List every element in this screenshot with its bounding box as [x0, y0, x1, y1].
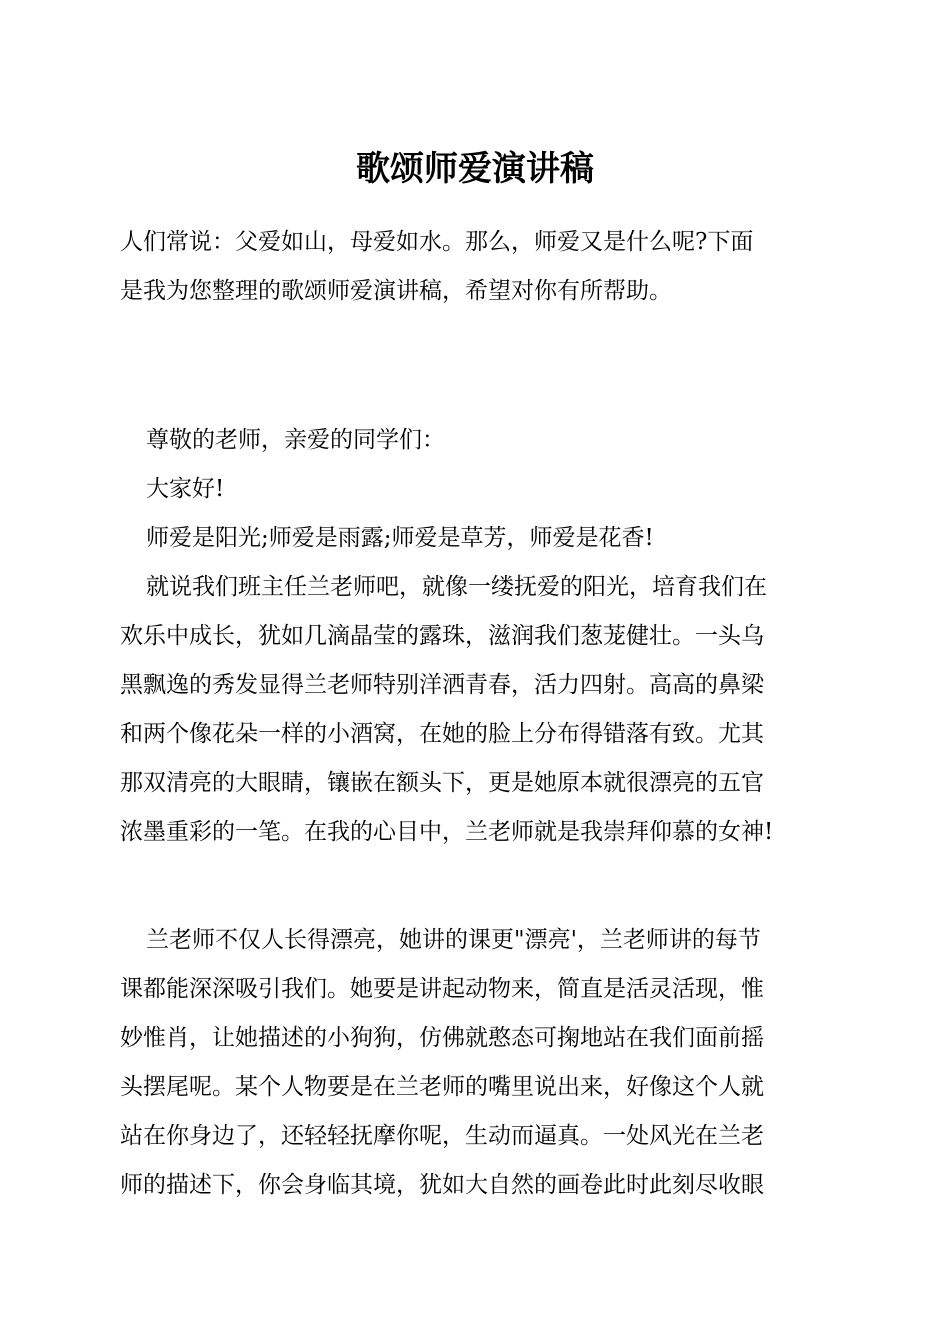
intro-line: 是我为您整理的歌颂师爱演讲稿，希望对你有所帮助。 — [120, 278, 672, 304]
paragraph-line: 站在你身边了，还轻轻抚摩你呢，生动而逼真。一处风光在兰老 — [120, 1123, 764, 1149]
paragraph-line: 欢乐中成长，犹如几滴晶莹的露珠，滋润我们葱茏健壮。一头乌 — [120, 623, 764, 649]
greeting: 大家好! — [146, 476, 225, 502]
paragraph-line: 和两个像花朵一样的小酒窝，在她的脸上分布得错落有致。尤其 — [120, 721, 764, 747]
paragraph-line: 师的描述下，你会身临其境，犹如大自然的画卷此时此刻尽收眼 — [120, 1172, 764, 1198]
intro-paragraph — [120, 218, 835, 316]
paragraph-line: 就说我们班主任兰老师吧，就像一缕抚爱的阳光，培育我们在 — [146, 574, 767, 600]
paragraph-line: 课都能深深吸引我们。她要是讲起动物来，简直是活灵活现，惟 — [120, 976, 764, 1002]
document-title: 歌颂师爱演讲稿 — [356, 149, 594, 189]
paragraph-line: 那双清亮的大眼睛，镶嵌在额头下，更是她原本就很漂亮的五官 — [120, 770, 764, 796]
salutation: 尊敬的老师，亲爱的同学们： — [146, 427, 445, 453]
intro-line: 人们常说：父爱如山，母爱如水。那么，师爱又是什么呢?下面 — [120, 229, 754, 255]
paragraph-line: 头摆尾呢。某个人物要是在兰老师的嘴里说出来，好像这个人就 — [120, 1074, 764, 1100]
speech-body-part-1 — [120, 416, 835, 857]
paragraph-line: 黑飘逸的秀发显得兰老师特别洋洒青春，活力四射。高高的鼻梁 — [120, 672, 764, 698]
paragraph-line: 兰老师不仅人长得漂亮，她讲的课更"漂亮'，兰老师讲的每节 — [146, 927, 761, 953]
paragraph-line: 浓墨重彩的一笔。在我的心目中，兰老师就是我崇拜仰慕的女神! — [120, 819, 774, 845]
paragraph-line: 妙惟肖，让她描述的小狗狗，仿佛就憨态可掬地站在我们面前摇 — [120, 1025, 764, 1051]
speech-body-part-2 — [120, 916, 835, 1210]
theme-line: 师爱是阳光;师爱是雨露;师爱是草芳，师爱是花香! — [146, 525, 654, 551]
